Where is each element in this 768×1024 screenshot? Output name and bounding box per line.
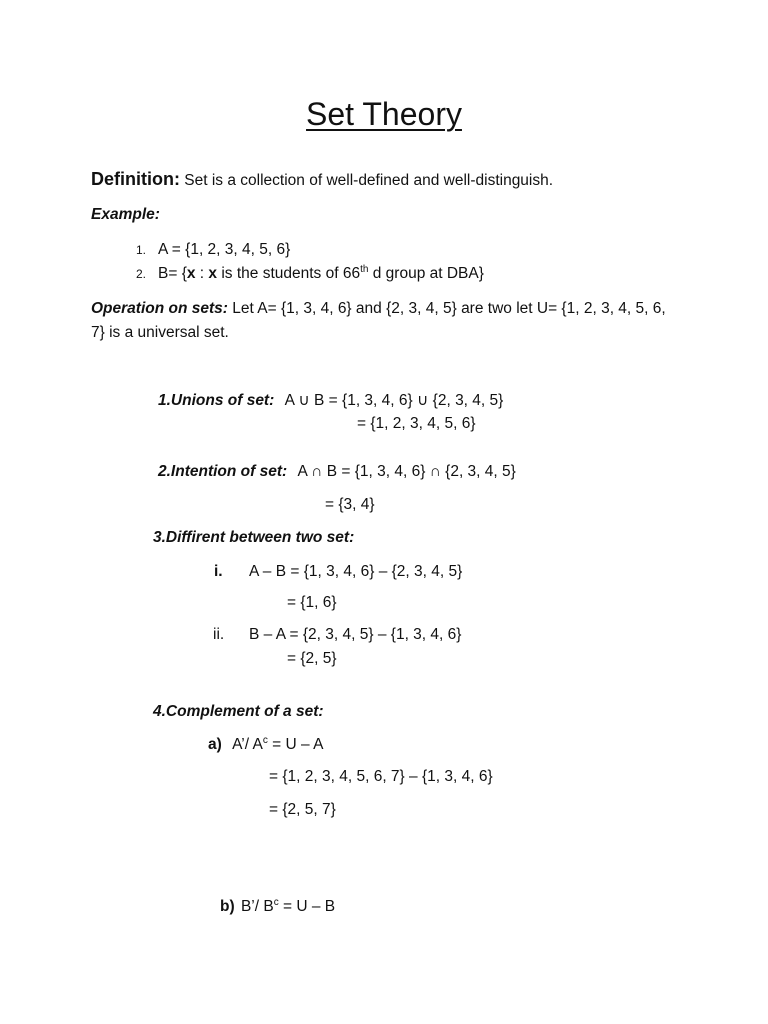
complement-b-label: b) [220,898,235,915]
superscript: c [273,896,279,908]
complement-a-label: a) [208,736,222,753]
example-item-pre: B= { [158,265,187,282]
definition-text: Set is a collection of well-defined and well-distinguish. [184,172,554,189]
complement-b-post: = U – B [278,898,336,915]
intersection-label: 2.Intention of set: [158,463,288,480]
complement-a-result: = {2, 5, 7} [269,801,336,818]
intersection-result: = {3, 4} [325,496,375,513]
example-item-2 [136,265,484,283]
union-expression: A ∪ B = {1, 3, 4, 6} ∪ {2, 3, 4, 5} [284,392,504,409]
complement-a-step: = {1, 2, 3, 4, 5, 6, 7} – {1, 3, 4, 6} [269,768,493,785]
superscript: th [360,263,369,275]
intersection-expression: A ∩ B = {1, 3, 4, 6} ∩ {2, 3, 4, 5} [297,463,516,480]
math-variable-x: x [208,265,218,282]
colon: : [195,265,209,282]
operation-line-2: 7} is a universal set. [91,324,229,341]
math-variable-x: x [186,265,196,282]
difference-ii-result: = {2, 5} [287,650,337,667]
intersection-line [158,463,516,481]
example-item-text: A = {1, 2, 3, 4, 5, 6} [158,241,291,258]
example-item-1 [136,241,290,259]
definition-label: Definition: [91,169,180,189]
complement-a-pre: A’/ A [232,736,263,753]
definition-paragraph [91,169,553,190]
example-item-mid: is the students of 66 [217,265,361,282]
list-number: 1. [136,243,147,257]
superscript: c [262,734,268,746]
difference-ii-expression: B – A = {2, 3, 4, 5} – {1, 3, 4, 6} [249,626,462,643]
union-line [158,391,503,410]
complement-a-post: = U – A [267,736,324,753]
difference-i-result: = {1, 6} [287,594,337,611]
operation-line-1 [91,300,666,318]
difference-i-expression: A – B = {1, 3, 4, 6} – {2, 3, 4, 5} [249,563,463,580]
difference-i-label: i. [214,563,223,580]
difference-ii-label: ii. [213,626,225,643]
example-item-post: d group at DBA} [368,265,484,282]
example-label: Example: [91,206,160,223]
union-result: = {1, 2, 3, 4, 5, 6} [357,415,476,432]
union-label: 1.Unions of set: [158,392,275,409]
page-title: Set Theory [306,96,462,132]
operation-text: Let A= {1, 3, 4, 6} and {2, 3, 4, 5} are two let U= {1, 2, 3, 4, 5, 6, [227,300,666,317]
list-number: 2. [136,267,147,281]
difference-label: 3.Diffirent between two set: [153,529,355,546]
complement-label: 4.Complement of a set: [153,703,324,720]
complement-b-line [220,898,335,916]
complement-a-line [208,736,323,754]
operation-label: Operation on sets: [91,300,228,317]
complement-b-pre: B’/ B [240,898,274,915]
